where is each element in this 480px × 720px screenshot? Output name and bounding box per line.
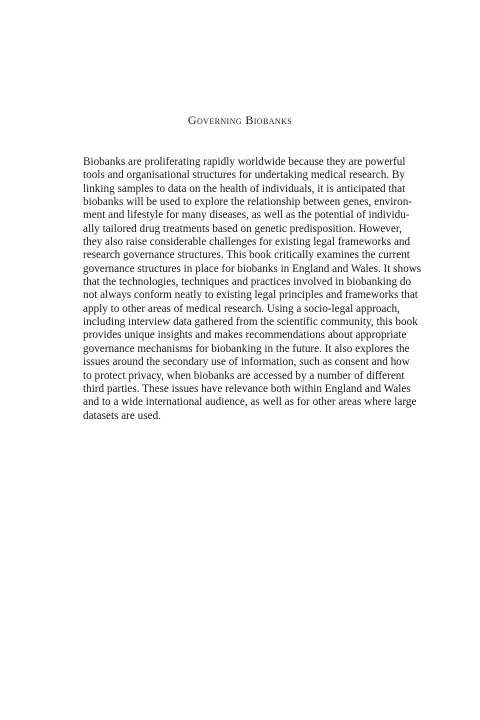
description-line: to protect privacy, when biobanks are accessed by a number of different	[83, 369, 405, 382]
description-line: research governance structures. This book critically examines the current	[83, 249, 410, 262]
description-line: they also raise considerable challenges for existing legal frameworks and	[83, 236, 411, 249]
description-line: governance structures in place for biobanks in England and Wales. It shows	[83, 262, 422, 275]
description-line: apply to other areas of medical research. Using a socio-legal approach,	[83, 302, 400, 315]
description-line: third parties. These issues have relevance both within England and Wales	[83, 382, 411, 395]
description-line: ally tailored drug treatments based on genetic predisposition. However,	[83, 222, 402, 235]
description-line: governance mechanisms for biobanking in the future. It also explores the	[83, 342, 410, 355]
description-line: not always conform neatly to existing legal principles and frameworks that	[83, 289, 418, 302]
page-title: Governing Biobanks	[187, 113, 293, 127]
description-line: and to a wide international audience, as well as for other areas where large	[83, 396, 417, 409]
description-line: including interview data gathered from the scientific community, this book	[83, 316, 418, 329]
description-line: Biobanks are proliferating rapidly worldwide because they are powerful	[83, 156, 406, 168]
description-line: linking samples to data on the health of individuals, it is anticipated that	[83, 182, 406, 195]
description-line: ment and lifestyle for many diseases, as well as the potential of individu-	[83, 209, 410, 222]
description-line: tools and organisational structures for undertaking medical research. By	[83, 169, 405, 182]
description-line: biobanks will be used to explore the relationship between genes, environ-	[83, 196, 413, 209]
description-line: provides unique insights and makes recommendations about appropriate	[83, 329, 407, 342]
description-line: issues around the secondary use of information, such as consent and how	[83, 356, 410, 369]
book-description	[83, 156, 422, 423]
description-line: datasets are used.	[83, 409, 161, 422]
description-line: that the technologies, techniques and practices involved in biobanking do	[83, 276, 412, 289]
